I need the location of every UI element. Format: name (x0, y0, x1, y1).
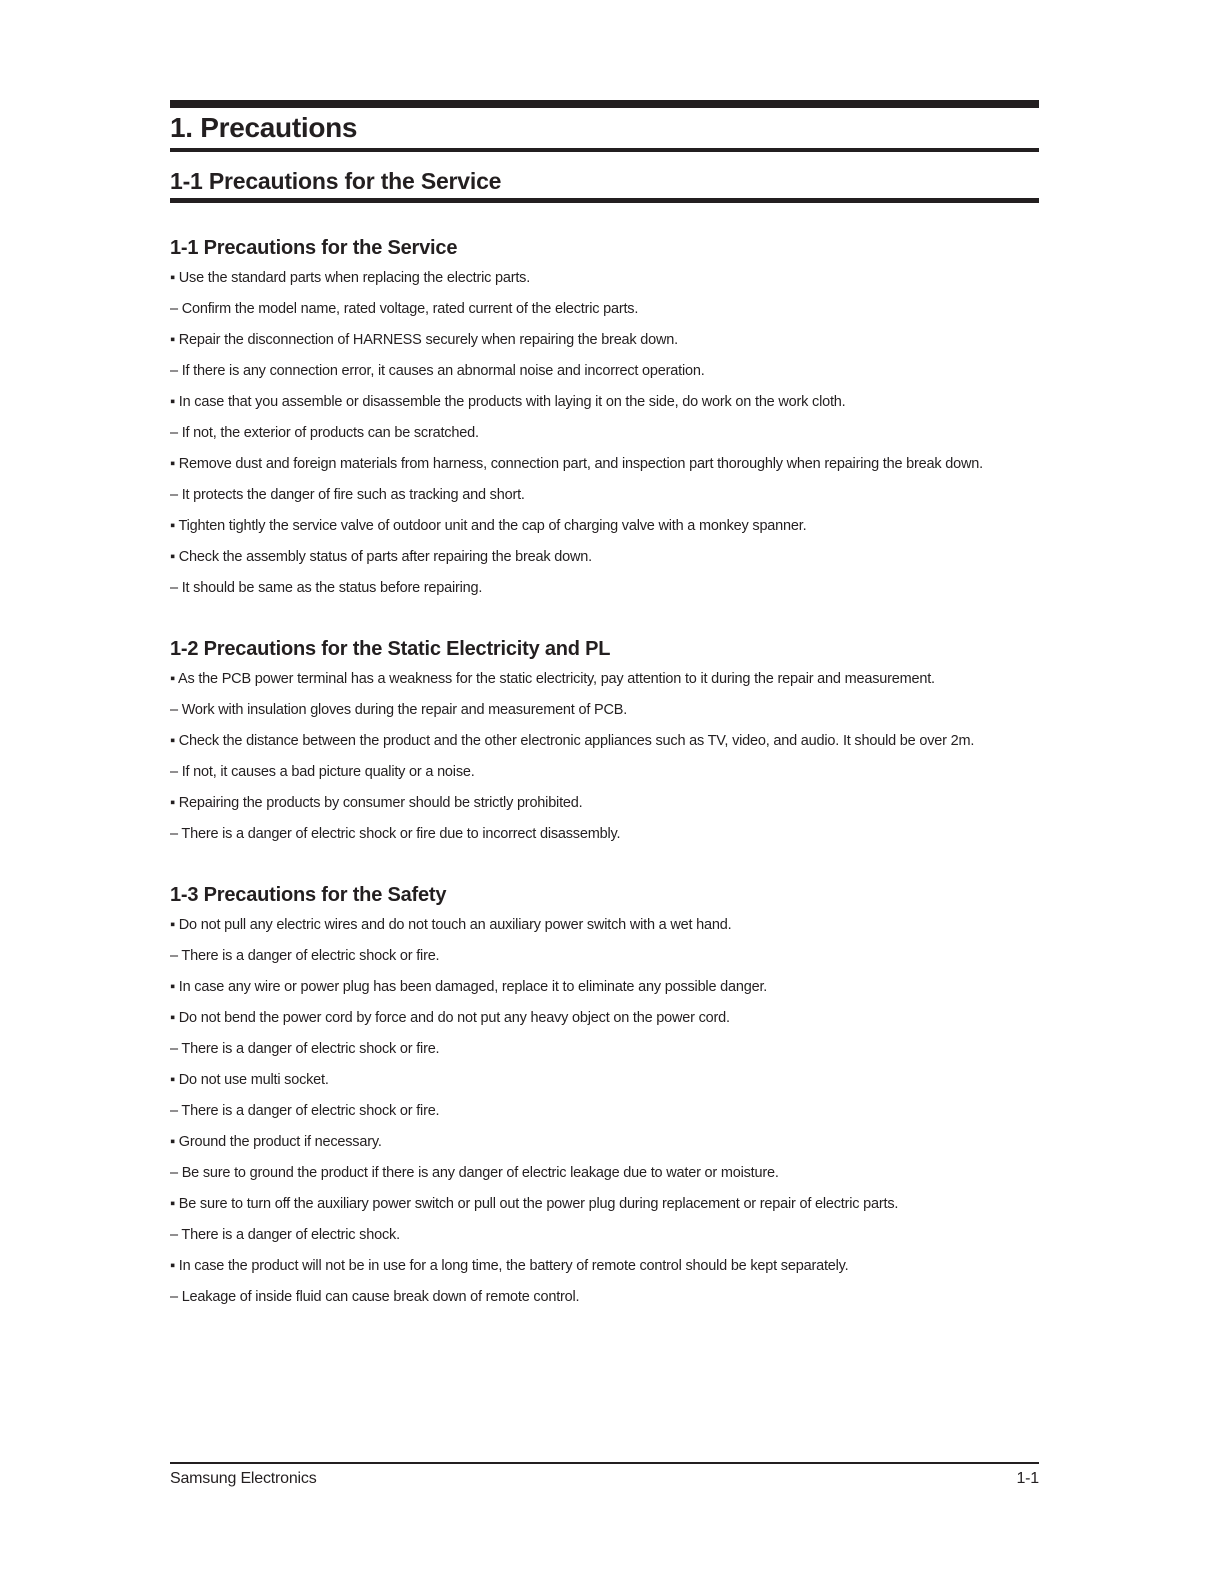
precaution-list (170, 910, 1039, 1313)
chapter-top-rule (170, 100, 1039, 108)
list-item: – Work with insulation gloves during the repair and measurement of PCB. (170, 702, 628, 718)
footer-company: Samsung Electronics (170, 1470, 317, 1487)
list-item: – Be sure to ground the product if there is any danger of electric leakage due to water or moisture. (170, 1165, 779, 1181)
subsection-title: 1-3 Precautions for the Safety (170, 884, 447, 906)
list-item: ▪ Be sure to turn off the auxiliary power switch or pull out the power plug during replacement or repair of electric parts. (170, 1196, 899, 1212)
subsection-title: 1-2 Precautions for the Static Electricity and PL (170, 638, 611, 660)
list-item: ▪ Use the standard parts when replacing the electric parts. (170, 270, 531, 286)
precaution-list (170, 664, 1039, 850)
list-item: – There is a danger of electric shock or fire. (170, 1103, 440, 1119)
list-item: – There is a danger of electric shock or fire due to incorrect disassembly. (170, 826, 621, 842)
list-item: ▪ Check the distance between the product and the other electronic appliances such as TV, video, and audio. It should be over 2m. (170, 733, 975, 749)
section-title: 1-1 Precautions for the Service (170, 168, 502, 194)
list-item: ▪ Remove dust and foreign materials from harness, connection part, and inspection part thoroughly when repairing the break down. (170, 456, 983, 472)
subsection-safety (170, 882, 1039, 1313)
section-bottom-rule (170, 198, 1039, 203)
chapter-title: 1. Precautions (170, 112, 358, 143)
list-item: ▪ In case the product will not be in use for a long time, the battery of remote control should be kept separately. (170, 1258, 849, 1274)
list-item: ▪ In case that you assemble or disassemble the products with laying it on the side, do work on the work cloth. (170, 394, 846, 410)
list-item: ▪ Repair the disconnection of HARNESS securely when repairing the break down. (170, 332, 678, 348)
list-item: – There is a danger of electric shock or fire. (170, 948, 440, 964)
subsection-static-electricity (170, 636, 1039, 850)
list-item: – There is a danger of electric shock. (170, 1227, 400, 1243)
list-item: – It should be same as the status before repairing. (170, 580, 483, 596)
subsection-title: 1-1 Precautions for the Service (170, 237, 458, 259)
list-item: ▪ Do not pull any electric wires and do not touch an auxiliary power switch with a wet hand. (170, 917, 732, 933)
list-item: – If not, it causes a bad picture quality or a noise. (170, 764, 475, 780)
list-item: ▪ Ground the product if necessary. (170, 1134, 382, 1150)
list-item: ▪ As the PCB power terminal has a weakness for the static electricity, pay attention to it during the repair and measurement. (170, 671, 935, 687)
precaution-list (170, 263, 1039, 604)
list-item: – Leakage of inside fluid can cause break down of remote control. (170, 1289, 580, 1305)
subsection-service (170, 235, 1039, 604)
list-item: – If not, the exterior of products can be scratched. (170, 425, 479, 441)
list-item: ▪ Check the assembly status of parts after repairing the break down. (170, 549, 592, 565)
page-footer (170, 1462, 1039, 1490)
list-item: ▪ Tighten tightly the service valve of outdoor unit and the cap of charging valve with a monkey spanner. (170, 518, 807, 534)
list-item: – There is a danger of electric shock or fire. (170, 1041, 440, 1057)
list-item: ▪ In case any wire or power plug has been damaged, replace it to eliminate any possible danger. (170, 979, 768, 995)
list-item: ▪ Do not bend the power cord by force and do not put any heavy object on the power cord. (170, 1010, 730, 1026)
list-item: – It protects the danger of fire such as tracking and short. (170, 487, 525, 503)
page-number: 1-1 (1016, 1470, 1039, 1487)
list-item: ▪ Repairing the products by consumer should be strictly prohibited. (170, 795, 583, 811)
chapter-bottom-rule (170, 148, 1039, 152)
list-item: – Confirm the model name, rated voltage, rated current of the electric parts. (170, 301, 639, 317)
list-item: – If there is any connection error, it causes an abnormal noise and incorrect operation. (170, 363, 705, 379)
page-content (170, 100, 1039, 1313)
list-item: ▪ Do not use multi socket. (170, 1072, 329, 1088)
